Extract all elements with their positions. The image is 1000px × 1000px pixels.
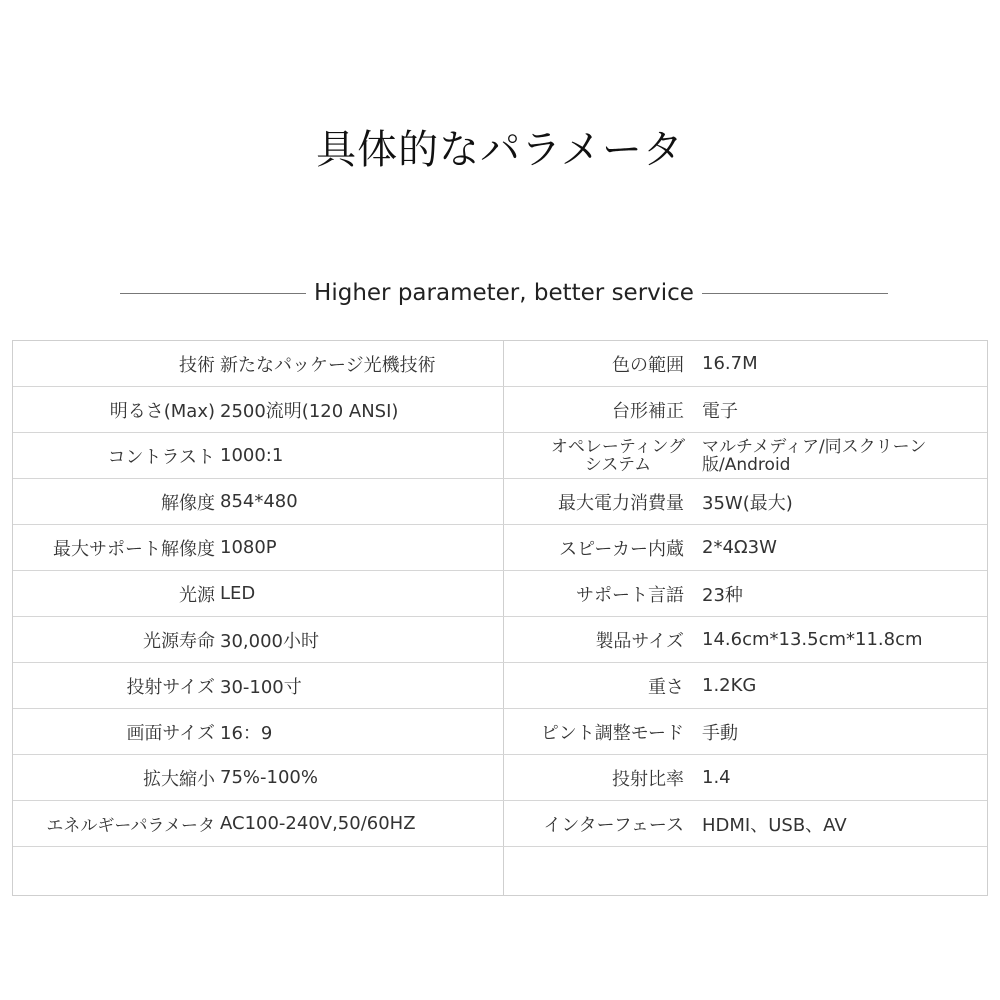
spec-value: 手動 [702, 722, 738, 744]
spec-value: マルチメディア/同スクリーン版/Android [702, 436, 927, 475]
spec-label: 光源 [179, 584, 215, 606]
spec-label: 拡大縮小 [143, 768, 215, 790]
table-row [13, 663, 987, 709]
spec-value: 75%-100% [220, 767, 318, 788]
spec-label: 解像度 [161, 492, 215, 514]
spec-label: 最大電力消費量 [558, 492, 684, 514]
table-row [13, 571, 987, 617]
spec-value: 1080P [220, 537, 277, 558]
spec-value: 23种 [702, 584, 743, 606]
spec-value: 16.7M [702, 353, 758, 374]
spec-value: 電子 [702, 400, 738, 422]
spec-value: AC100-240V,50/60HZ [220, 813, 416, 834]
spec-label: 投射サイズ [126, 676, 215, 698]
spec-value: 14.6cm*13.5cm*11.8cm [702, 629, 923, 650]
spec-value: LED [220, 583, 256, 604]
table-row [13, 847, 987, 895]
spec-label: 製品サイズ [595, 630, 684, 652]
spec-label: 画面サイズ [126, 722, 215, 744]
spec-value: 1.2KG [702, 675, 757, 696]
spec-table [12, 340, 988, 896]
spec-label: 色の範囲 [612, 354, 684, 376]
table-row [13, 341, 987, 387]
spec-label: 最大サポート解像度 [53, 538, 215, 560]
spec-label: 光源寿命 [143, 630, 215, 652]
spec-value: 1.4 [702, 767, 731, 788]
spec-value: 854*480 [220, 491, 298, 512]
spec-value [220, 847, 500, 892]
spec-value [702, 847, 984, 892]
spec-label: 投射比率 [612, 768, 684, 790]
table-row [13, 433, 987, 479]
table-row [13, 617, 987, 663]
spec-label: オペレーティングシステム [550, 436, 686, 475]
spec-value: 2500流明(120 ANSI) [220, 400, 399, 422]
subtitle-line [120, 278, 888, 308]
spec-label: 重さ [648, 676, 684, 698]
spec-label [508, 847, 684, 892]
table-row [13, 801, 987, 847]
spec-label [13, 847, 215, 892]
table-row [13, 709, 987, 755]
divider-right [702, 293, 888, 294]
spec-value: 30,000小时 [220, 630, 319, 652]
table-row [13, 525, 987, 571]
table-row [13, 755, 987, 801]
spec-value: HDMI、USB、AV [702, 814, 847, 836]
spec-label: インターフェース [543, 814, 684, 836]
spec-value: 1000:1 [220, 445, 284, 466]
spec-label: スピーカー内蔵 [559, 538, 684, 560]
spec-label: ピント調整モード [540, 722, 684, 744]
spec-value: 新たなパッケージ光機技術 [220, 354, 436, 376]
spec-value: 2*4Ω3W [702, 537, 777, 558]
spec-label: エネルギーパラメータ [46, 816, 215, 836]
subtitle: Higher parameter, better service [314, 280, 694, 306]
page-title: 具体的なパラメータ [316, 127, 684, 173]
spec-label: コントラスト [107, 446, 215, 468]
spec-label: 明るさ(Max) [109, 400, 215, 422]
spec-value: 30-100寸 [220, 676, 302, 698]
spec-value: 16：9 [220, 722, 273, 744]
table-row [13, 387, 987, 433]
spec-label: 台形補正 [612, 400, 684, 422]
spec-label: 技術 [179, 354, 215, 376]
divider-left [120, 293, 306, 294]
table-row [13, 479, 987, 525]
spec-value: 35W(最大) [702, 492, 793, 514]
spec-label: サポート言語 [576, 584, 684, 606]
